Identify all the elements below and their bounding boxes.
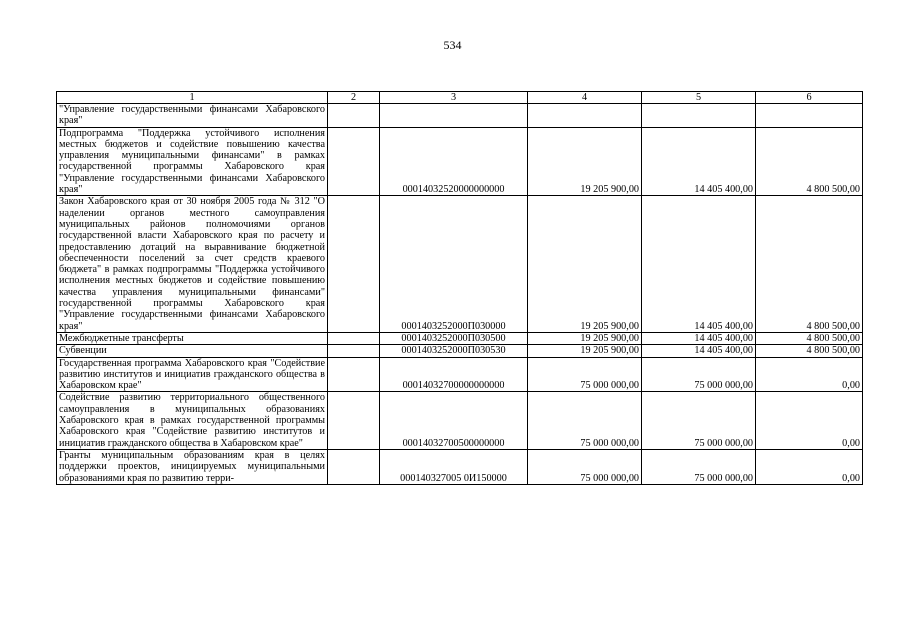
row-value-6: 4 800 500,00 xyxy=(756,196,863,333)
row-value-6: 0,00 xyxy=(756,392,863,449)
row-code: 000140327005 0И150000 xyxy=(380,449,528,484)
column-header-3: 3 xyxy=(380,92,528,104)
row-code: 0001403252000П030530 xyxy=(380,345,528,357)
row-code: 0001403252000П030500 xyxy=(380,332,528,344)
row-value-5: 14 405 400,00 xyxy=(642,332,756,344)
row-value-4 xyxy=(528,104,642,128)
column-header-5: 5 xyxy=(642,92,756,104)
table-row xyxy=(57,357,863,392)
row-col2 xyxy=(328,104,380,128)
row-code: 00014032520000000000 xyxy=(380,127,528,196)
row-name: Содействие развитию территориального общественного самоуправления в муниципальных образованиях Хабаровского края в рамках государственной программы Хабаровского края "Содействие развитию институтов и инициатив гражданского общества в Хабаровском крае" xyxy=(57,392,328,449)
row-code xyxy=(380,104,528,128)
row-value-6: 4 800 500,00 xyxy=(756,127,863,196)
row-value-5: 75 000 000,00 xyxy=(642,357,756,392)
row-value-4: 19 205 900,00 xyxy=(528,345,642,357)
row-col2 xyxy=(328,345,380,357)
table-row xyxy=(57,127,863,196)
row-name: Подпрограмма "Поддержка устойчивого исполнения местных бюджетов и содействие повышению качества управления муниципальными финансами" в рамках государственной программы Хабаровского края "Управление государственными финансами Хабаровского края" xyxy=(57,127,328,196)
row-value-6: 0,00 xyxy=(756,449,863,484)
table-row xyxy=(57,345,863,357)
row-code: 0001403252000П030000 xyxy=(380,196,528,333)
row-col2 xyxy=(328,332,380,344)
table-row xyxy=(57,196,863,333)
table-body xyxy=(57,104,863,485)
row-value-5 xyxy=(642,104,756,128)
column-header-1: 1 xyxy=(57,92,328,104)
column-header-4: 4 xyxy=(528,92,642,104)
row-col2 xyxy=(328,196,380,333)
row-value-6: 0,00 xyxy=(756,357,863,392)
row-value-4: 19 205 900,00 xyxy=(528,127,642,196)
table-row xyxy=(57,392,863,449)
row-name: Государственная программа Хабаровского края "Содействие развитию институтов и инициатив гражданского общества в Хабаровском крае" xyxy=(57,357,328,392)
row-code: 00014032700000000000 xyxy=(380,357,528,392)
budget-table xyxy=(56,91,863,485)
column-header-2: 2 xyxy=(328,92,380,104)
row-value-4: 75 000 000,00 xyxy=(528,357,642,392)
row-value-4: 75 000 000,00 xyxy=(528,392,642,449)
row-value-5: 75 000 000,00 xyxy=(642,392,756,449)
table-header xyxy=(57,92,863,104)
page-number: 534 xyxy=(443,38,462,52)
row-value-5: 14 405 400,00 xyxy=(642,196,756,333)
row-col2 xyxy=(328,392,380,449)
row-value-6 xyxy=(756,104,863,128)
row-name: "Управление государственными финансами Хабаровского края" xyxy=(57,104,328,128)
row-name: Субвенции xyxy=(57,345,328,357)
table-row xyxy=(57,332,863,344)
row-value-5: 75 000 000,00 xyxy=(642,449,756,484)
row-value-4: 75 000 000,00 xyxy=(528,449,642,484)
row-value-6: 4 800 500,00 xyxy=(756,345,863,357)
row-name: Межбюджетные трансферты xyxy=(57,332,328,344)
row-value-4: 19 205 900,00 xyxy=(528,196,642,333)
row-col2 xyxy=(328,449,380,484)
row-col2 xyxy=(328,127,380,196)
row-col2 xyxy=(328,357,380,392)
row-value-6: 4 800 500,00 xyxy=(756,332,863,344)
row-value-5: 14 405 400,00 xyxy=(642,345,756,357)
row-name: Гранты муниципальным образованиям края в целях поддержки проектов, инициируемых муниципальными образованиями края по развитию терри- xyxy=(57,449,328,484)
row-value-4: 19 205 900,00 xyxy=(528,332,642,344)
table-row xyxy=(57,104,863,128)
table-row xyxy=(57,449,863,484)
row-code: 00014032700500000000 xyxy=(380,392,528,449)
row-name: Закон Хабаровского края от 30 ноября 2005 года № 312 "О наделении органов местного самоуправления муниципальных районов полномочиями органов государственной власти Хабаровского края по расчету и предоставлению дотаций на выравнивание бюджетной обеспеченности поселений за счет средств краевого бюджета" в рамках подпрограммы "Поддержка устойчивого исполнения местных бюджетов и содействие повышению качества управления муниципальными финансами" государственной программы Хабаровского края "Управление государственными финансами Хабаровского края" xyxy=(57,196,328,333)
column-header-6: 6 xyxy=(756,92,863,104)
header-row xyxy=(57,92,863,104)
row-value-5: 14 405 400,00 xyxy=(642,127,756,196)
